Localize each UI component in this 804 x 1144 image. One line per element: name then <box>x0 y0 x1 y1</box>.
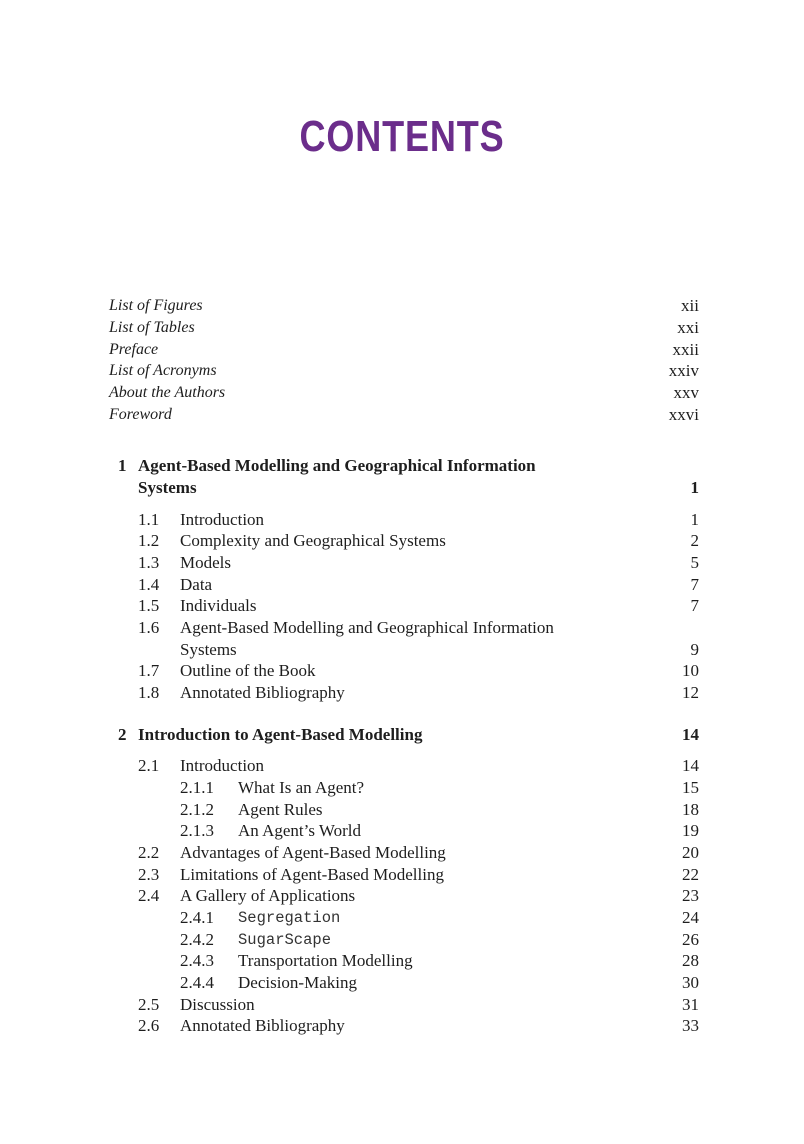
section-page: 20 <box>682 843 699 862</box>
subsection-title: Segregation <box>238 909 341 927</box>
section-number: 2.1 <box>138 756 160 775</box>
section-page: 33 <box>682 1016 699 1035</box>
toc-section[interactable] <box>0 994 804 1016</box>
subsection-number: 2.1.3 <box>180 821 214 840</box>
subsection-page: 19 <box>682 821 699 840</box>
section-number: 1.8 <box>138 683 160 702</box>
section-title: A Gallery of Applications <box>180 886 356 905</box>
toc-entry-page: xxi <box>677 318 699 337</box>
section-number: 1.3 <box>138 553 160 572</box>
section-number: 1.4 <box>138 575 160 594</box>
toc-entry-label: List of Figures <box>109 297 203 314</box>
toc-entry-label: About the Authors <box>109 384 226 401</box>
subsection-page: 18 <box>682 800 699 819</box>
section-page: 10 <box>682 661 699 680</box>
section-title: Annotated Bibliography <box>180 683 345 702</box>
toc-section[interactable] <box>0 682 804 704</box>
section-page: 2 <box>690 531 699 550</box>
subsection-number: 2.1.1 <box>180 778 214 797</box>
subsection-title: What Is an Agent? <box>238 778 365 797</box>
section-number: 2.6 <box>138 1016 160 1035</box>
subsection-page: 28 <box>682 951 699 970</box>
toc-section[interactable] <box>0 595 804 617</box>
toc-entry-page: xxiv <box>668 361 699 380</box>
section-title: Limitations of Agent-Based Modelling <box>180 865 444 884</box>
subsection-page: 30 <box>682 973 699 992</box>
subsection-title: Decision-Making <box>238 973 357 992</box>
chapter-title: Introduction to Agent-Based Modelling <box>138 725 423 744</box>
toc-entry-label: List of Tables <box>109 319 195 336</box>
section-number: 1.6 <box>138 618 160 637</box>
section-page: 5 <box>690 553 699 572</box>
subsection-number: 2.4.1 <box>180 908 214 927</box>
section-number: 2.3 <box>138 865 160 884</box>
section-title: Models <box>180 553 231 572</box>
toc-section[interactable] <box>0 864 804 886</box>
subsection-page: 26 <box>682 930 699 949</box>
toc-subsection[interactable] <box>0 907 804 929</box>
toc-subsection[interactable] <box>0 820 804 842</box>
toc-entry-list-of-tables[interactable] <box>0 317 804 339</box>
section-title: Data <box>180 575 213 594</box>
toc-section[interactable] <box>0 509 804 531</box>
subsection-page: 15 <box>682 778 699 797</box>
section-title: Introduction <box>180 510 265 529</box>
toc-entry-page: xxii <box>672 340 699 359</box>
toc-subsection[interactable] <box>0 929 804 951</box>
subsection-number: 2.4.2 <box>180 930 214 949</box>
subsection-number: 2.1.2 <box>180 800 214 819</box>
section-page: 9 <box>690 640 699 659</box>
toc-section[interactable] <box>0 617 804 639</box>
section-page: 31 <box>682 995 699 1014</box>
toc-subsection[interactable] <box>0 777 804 799</box>
chapter-heading-1-cont[interactable] <box>0 477 804 499</box>
toc-entry-about-the-authors[interactable] <box>0 382 804 404</box>
subsection-title: Agent Rules <box>238 800 323 819</box>
toc-entry-list-of-figures[interactable] <box>0 295 804 317</box>
toc-subsection[interactable] <box>0 799 804 821</box>
chapter-page: 1 <box>690 478 699 497</box>
toc-section[interactable] <box>0 755 804 777</box>
toc-entry-page: xxv <box>673 383 699 402</box>
chapter-page: 14 <box>682 725 699 744</box>
section-title-cont: Systems <box>180 640 237 659</box>
chapter-number: 2 <box>118 725 127 744</box>
toc-entry-label: Foreword <box>109 406 172 423</box>
section-number: 1.5 <box>138 596 160 615</box>
section-title: Discussion <box>180 995 255 1014</box>
toc-entry-page: xxvi <box>668 405 699 424</box>
toc-subsection[interactable] <box>0 972 804 994</box>
section-title: Annotated Bibliography <box>180 1016 345 1035</box>
section-page: 22 <box>682 865 699 884</box>
toc-section[interactable] <box>0 1015 804 1037</box>
subsection-title: Transportation Modelling <box>238 951 413 970</box>
toc-entry-label: Preface <box>109 341 159 358</box>
section-number: 1.1 <box>138 510 160 529</box>
page-title: CONTENTS <box>299 112 505 161</box>
section-number: 2.5 <box>138 995 160 1014</box>
toc-entry-preface[interactable] <box>0 339 804 361</box>
section-title: Introduction <box>180 756 265 775</box>
section-page: 12 <box>682 683 699 702</box>
section-title: Outline of the Book <box>180 661 316 680</box>
section-number: 2.2 <box>138 843 160 862</box>
toc-section[interactable] <box>0 530 804 552</box>
section-number: 1.7 <box>138 661 160 680</box>
section-title: Complexity and Geographical Systems <box>180 531 446 550</box>
subsection-number: 2.4.3 <box>180 951 214 970</box>
subsection-title: An Agent’s World <box>238 821 361 840</box>
subsection-page: 24 <box>682 908 699 927</box>
chapter-heading-2[interactable] <box>0 724 804 746</box>
toc-section-cont[interactable] <box>0 639 804 661</box>
toc-section[interactable] <box>0 885 804 907</box>
chapter-title: Agent-Based Modelling and Geographical Information <box>138 456 536 475</box>
section-number: 2.4 <box>138 886 160 905</box>
chapter-title-cont: Systems <box>138 478 197 497</box>
toc-entry-list-of-acronyms[interactable] <box>0 360 804 382</box>
section-page: 1 <box>690 510 699 529</box>
section-title: Advantages of Agent-Based Modelling <box>180 843 446 862</box>
section-page: 7 <box>690 596 699 615</box>
section-page: 14 <box>682 756 699 775</box>
section-page: 7 <box>690 575 699 594</box>
toc-section[interactable] <box>0 574 804 596</box>
toc-subsection[interactable] <box>0 950 804 972</box>
section-page: 23 <box>682 886 699 905</box>
section-title: Individuals <box>180 596 257 615</box>
toc-section[interactable] <box>0 552 804 574</box>
toc-section[interactable] <box>0 660 804 682</box>
toc-section[interactable] <box>0 842 804 864</box>
subsection-title: SugarScape <box>238 931 332 949</box>
toc-entry-label: List of Acronyms <box>109 362 217 379</box>
section-title: Agent-Based Modelling and Geographical Information <box>180 618 554 637</box>
toc-entry-foreword[interactable] <box>0 404 804 426</box>
section-number: 1.2 <box>138 531 160 550</box>
chapter-number: 1 <box>118 456 127 475</box>
toc-entry-page: xii <box>681 296 699 315</box>
subsection-number: 2.4.4 <box>180 973 214 992</box>
chapter-heading-1[interactable] <box>0 455 804 477</box>
